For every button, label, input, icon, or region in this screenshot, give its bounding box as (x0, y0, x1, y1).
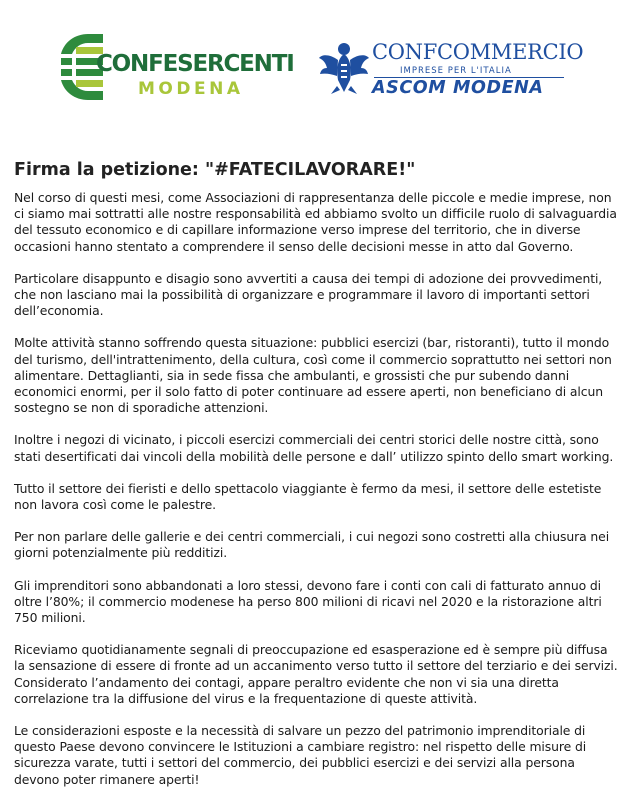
confcommercio-name: CONFCOMMERCIO (372, 40, 584, 64)
paragraph: Riceviamo quotidianamente segnali di preoccupazione ed esasperazione ed è sempre più diffusa la sensazione di essere di fronte ad un accanimento verso tutto il settore del terziario e dei servizi. Considerato l’andamento dei contagi, appare peraltro evidente che non vi sia una diretta correlazione tra la diffusione del virus e la frequentazione di queste attività. (14, 642, 618, 706)
paragraph: Particolare disappunto e disagio sono avvertiti a causa dei tempi di adozione dei provvedimenti, che non lasciano mai la possibilità di organizzare e programmare il lavoro di importanti settori dell’economia. (14, 270, 603, 319)
paragraph: Per non parlare delle gallerie e dei centri commerciali, i cui negozi sono costretti alla chiusura nei giorni potenzialmente più redditizi. (14, 529, 610, 561)
paragraph: Inoltre i negozi di vicinato, i piccoli esercizi commerciali dei centri storici delle nostre città, sono stati desertificati dai vincoli della mobilità delle persone e dall’ utilizzo spinto dello smart working. (14, 432, 614, 464)
article-body (14, 190, 622, 804)
confcommercio-subtitle: IMPRESE PER L'ITALIA (400, 66, 512, 76)
paragraph: Molte attività stanno soffrendo questa situazione: pubblici esercizi (bar, ristoranti), tutto il mondo del turismo, dell'intrattenimento, della cultura, così come il commercio soprattutto nei settori non alimentare. Dettaglianti, sia in sede fissa che ambulanti, e grossisti che pur subendo danni economici enormi, per il solo fatto di poter continuare ad essere aperti, non beneficiano di alcun sostegno se non di sporadiche attenzioni. (14, 335, 612, 416)
confesercenti-city: MODENA (138, 79, 244, 99)
paragraph: Le considerazioni esposte e la necessità di salvare un pezzo del patrimonio imprenditoriale di questo Paese devono convincere le Istituzioni a cambiare registro: nel rispetto delle misure di sicurezza varate, tutti i settori del commercio, dei pubblici esercizi e dei servizi alla persona devono poter rimanere aperti! (14, 723, 587, 787)
confesercenti-name: CONFESERCENTI (96, 51, 294, 77)
petition-title: Firma la petizione: "#FATECILAVORARE!" (14, 160, 416, 180)
ascom-city: ASCOM MODENA (372, 78, 544, 98)
confcommercio-logo (318, 40, 584, 104)
eagle-emblem-icon (318, 40, 370, 96)
paragraph: Nel corso di questi mesi, come Associazioni di rappresentanza delle piccole e medie imprese, non ci siamo mai sottratti alle nostre responsabilità ed abbiamo svolto un difficile ruolo di salvaguardia del tessuto economico e di capillare informazione verso imprese del territorio, che in diverse occasioni hanno stentato a comprendere il senso delle decisioni messe in atto dal Governo. (14, 190, 617, 254)
paragraph: Tutto il settore dei fieristi e dello spettacolo viaggiante è fermo da mesi, il settore delle estetiste non lavora così come le palestre. (14, 480, 602, 513)
paragraph: Gli imprenditori sono abbandonati a loro stessi, devono fare i conti con cali di fatturato annuo di oltre l’80%; il commercio modenese ha perso 800 milioni di ricavi nel 2020 e la ristorazione altri 750 milioni. (14, 577, 602, 626)
confesercenti-logo (58, 30, 294, 104)
